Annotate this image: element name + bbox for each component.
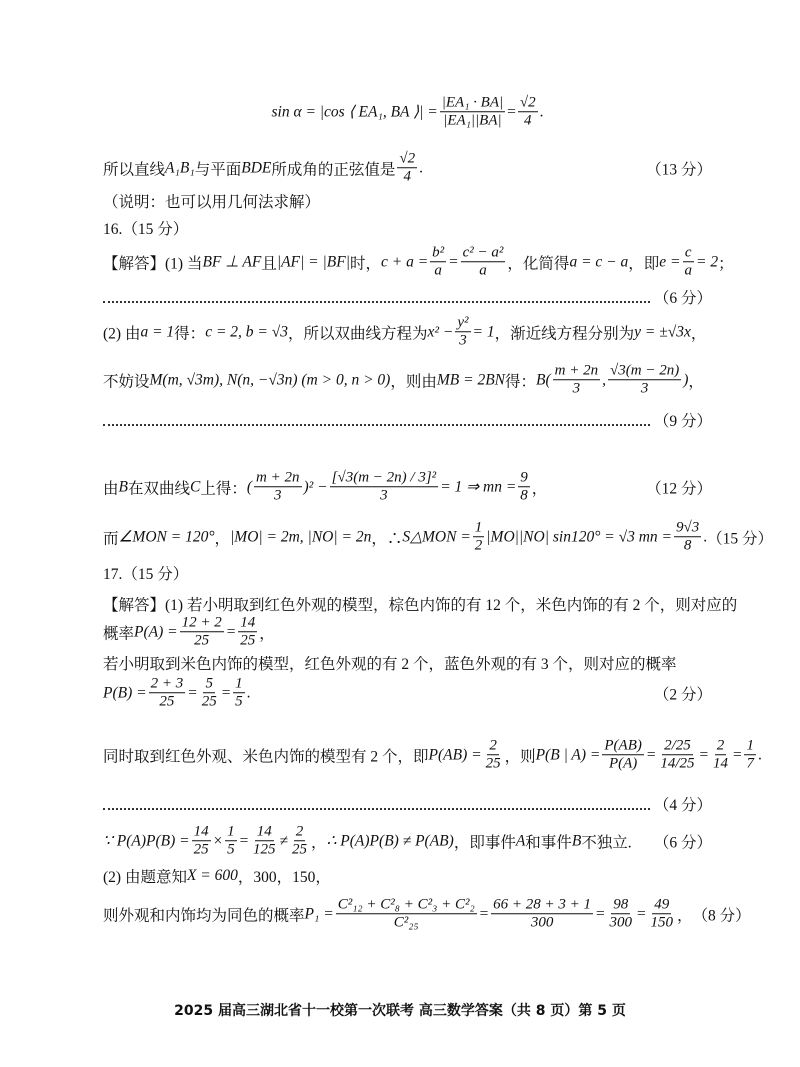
- fraction: [251, 823, 278, 859]
- fraction: [682, 244, 694, 280]
- text-segment: .: [539, 103, 544, 120]
- math-segment: ): [683, 371, 689, 388]
- math-segment: MB = 2BN: [436, 371, 506, 388]
- fraction: [518, 469, 530, 505]
- math-segment: P(AB) =: [428, 746, 482, 763]
- fraction-denominator: P(A): [608, 755, 638, 772]
- math-segment: P(B | A) =: [535, 746, 601, 763]
- text-segment: 和事件: [525, 834, 572, 851]
- text-segment: 所成角的正弦值是: [271, 161, 396, 178]
- fraction: [430, 244, 446, 280]
- fraction-numerator: 1: [744, 737, 756, 755]
- text-line: [103, 652, 712, 674]
- math-segment: P(B) =: [103, 684, 147, 701]
- text-segment: ，: [259, 625, 275, 642]
- score-label: （12 分）: [646, 480, 712, 497]
- fraction-numerator: 14: [255, 823, 274, 841]
- score-label: （9 分）: [653, 413, 712, 430]
- fraction-numerator: [√3(m − 2n) / 3]²: [330, 469, 439, 487]
- text-segment: 17.（15 分）: [103, 566, 189, 583]
- math-segment: =: [238, 832, 250, 849]
- math-segment: sin α = |cos ⟨ EA₁, BA ⟩| =: [271, 103, 438, 121]
- text-line: [103, 94, 712, 130]
- fraction: [608, 362, 681, 398]
- fraction: [225, 823, 237, 859]
- text-line: [103, 244, 734, 280]
- text-line: [103, 675, 712, 711]
- math-segment: S△MON =: [402, 528, 471, 546]
- text-segment: 时，: [349, 255, 381, 272]
- fraction-denominator: 2: [474, 537, 483, 554]
- math-segment: C: [190, 478, 201, 495]
- math-segment: A: [515, 832, 526, 849]
- fraction: [192, 823, 211, 859]
- math-segment: |AF| = |BF|: [276, 253, 350, 270]
- fraction: [290, 823, 309, 859]
- text-line: [103, 314, 712, 350]
- fraction-numerator: b²: [430, 244, 446, 262]
- score-label: （15 分）: [707, 530, 774, 547]
- text-segment: 所以直线: [103, 161, 166, 178]
- math-segment: c = 2, b = √3: [205, 323, 288, 340]
- text-line: [103, 793, 712, 815]
- text-segment: ，: [690, 325, 707, 342]
- fraction-numerator: m + 2n: [254, 469, 301, 487]
- text-segment: （说明：也可以用几何法求解）: [103, 194, 321, 211]
- fraction-denominator: 3: [380, 487, 388, 504]
- text-segment: (2) 由: [103, 325, 141, 342]
- fraction: [602, 737, 643, 773]
- fraction-denominator: 8: [520, 487, 528, 504]
- math-segment: =: [220, 684, 232, 701]
- fraction-numerator: √3(m − 2n): [608, 362, 681, 380]
- dotted-leader: [103, 301, 650, 303]
- fraction-denominator: 25: [292, 841, 308, 858]
- fraction-denominator: 14/25: [660, 755, 695, 772]
- fraction: [455, 314, 470, 350]
- dotted-leader: [103, 808, 650, 810]
- fraction-denominator: 3: [274, 487, 282, 504]
- fraction-denominator: 5: [235, 693, 243, 710]
- text-segment: 得：: [505, 373, 537, 390]
- text-segment: 不独立.: [581, 834, 632, 851]
- text-segment: ，: [214, 530, 231, 547]
- text-line: [103, 823, 712, 859]
- fraction-denominator: 25: [193, 841, 209, 858]
- text-line: [103, 865, 712, 887]
- score-label: （13 分）: [646, 161, 712, 178]
- text-segment: ，则: [504, 748, 536, 765]
- math-segment: a = 1: [140, 323, 175, 340]
- text-segment: .: [703, 528, 708, 545]
- math-segment: P(A) =: [134, 623, 178, 640]
- text-segment: 由: [103, 480, 119, 497]
- fraction: [330, 469, 439, 505]
- fraction: [491, 896, 593, 932]
- math-segment: ∵ P(A)P(B) =: [103, 832, 190, 850]
- fraction-numerator: |EA₁ · BA|: [440, 94, 505, 112]
- fraction-denominator: 14: [712, 755, 728, 772]
- fraction-denominator: 125: [253, 841, 276, 858]
- text-segment: ，则由: [390, 373, 437, 390]
- math-segment: ×: [212, 832, 224, 849]
- text-line: [103, 362, 712, 398]
- text-line: [103, 286, 712, 308]
- fraction: [238, 614, 257, 650]
- math-segment: B: [118, 478, 128, 495]
- text-segment: 【解答】(1) 当: [103, 255, 203, 272]
- math-segment: =: [225, 623, 237, 640]
- math-segment: P₁ =: [304, 905, 334, 922]
- fraction-denominator: 25: [159, 693, 175, 710]
- fraction-denominator: 150: [650, 914, 673, 931]
- fraction: [607, 896, 634, 932]
- math-segment: B: [571, 832, 582, 849]
- text-segment: 且: [261, 255, 277, 272]
- fraction-numerator: 1: [233, 675, 245, 693]
- fraction-denominator: 25: [485, 755, 501, 772]
- fraction-numerator: 14: [192, 823, 211, 841]
- math-segment: ,: [602, 371, 607, 388]
- fraction-numerator: 2/25: [662, 737, 693, 755]
- text-segment: (2) 由题意知: [103, 869, 187, 886]
- fraction-numerator: 14: [238, 614, 257, 632]
- fraction: [180, 614, 224, 650]
- score-label: （6 分）: [653, 834, 712, 851]
- fraction: [461, 244, 506, 280]
- fraction: [336, 896, 477, 932]
- text-segment: .: [757, 746, 762, 763]
- text-segment: 与平面: [194, 161, 242, 178]
- fraction: [711, 737, 730, 773]
- text-segment: 而: [103, 530, 119, 547]
- math-segment: =: [478, 905, 490, 922]
- math-segment: )² −: [303, 478, 328, 495]
- text-segment: ，所以双曲线方程为: [288, 325, 428, 342]
- math-segment: M(m, √3m), N(n, −√3n) (m > 0, n > 0): [149, 371, 391, 388]
- text-segment: ，即事件: [453, 834, 516, 851]
- fraction: [254, 469, 301, 505]
- math-segment: ∠MON = 120°: [118, 528, 215, 546]
- fraction-denominator: 3: [640, 380, 649, 397]
- score-label: （4 分）: [653, 797, 712, 814]
- text-segment: 同时取到红色外观、米色内饰的模型有 2 个，即: [103, 748, 429, 765]
- fraction-denominator: 300: [530, 914, 554, 931]
- text-line: [103, 614, 712, 650]
- math-segment: =: [187, 684, 198, 701]
- fraction-numerator: 2: [294, 823, 306, 841]
- fraction: [674, 519, 701, 555]
- fraction-numerator: P(AB): [602, 737, 643, 755]
- fraction-numerator: 5: [203, 675, 215, 693]
- math-segment: B(: [536, 371, 551, 388]
- text-segment: ，: [311, 834, 327, 851]
- fraction-numerator: 2 + 3: [149, 675, 186, 693]
- fraction: [648, 896, 675, 932]
- math-segment: x² −: [427, 323, 454, 340]
- math-segment: a = c − a: [569, 253, 629, 270]
- fraction: [233, 675, 245, 711]
- text-line: [103, 737, 762, 773]
- fraction: [484, 737, 503, 773]
- text-segment: ，: [676, 907, 693, 924]
- math-segment: A₁B₁: [165, 159, 195, 176]
- math-segment: |MO||NO| sin120° = √3 mn =: [486, 528, 673, 545]
- text-segment: ，: [531, 480, 548, 497]
- fraction-denominator: 3: [572, 380, 581, 397]
- fraction-denominator: C²₂₅: [393, 914, 419, 931]
- fraction-numerator: m + 2n: [553, 362, 600, 380]
- math-segment: BDE: [241, 159, 272, 176]
- math-segment: =: [448, 253, 459, 270]
- fraction-denominator: 3: [459, 332, 467, 349]
- text-segment: ；: [718, 255, 734, 272]
- fraction-numerator: √2: [518, 94, 538, 112]
- fraction-denominator: 300: [609, 914, 632, 931]
- text-line: [103, 217, 712, 239]
- score-label: （6 分）: [653, 290, 712, 307]
- fraction-numerator: 49: [652, 896, 671, 914]
- fraction-numerator: 66 + 28 + 3 + 1: [491, 896, 593, 914]
- math-segment: c + a =: [380, 253, 429, 270]
- math-segment: = 1 ⇒ mn =: [440, 478, 517, 496]
- text-segment: 若小明取到米色内饰的模型，红色外观的有 2 个，蓝色外观的有 3 个，则对应的概率: [103, 656, 677, 673]
- fraction-numerator: 1: [473, 519, 485, 537]
- math-segment: y = ±√3x: [634, 323, 691, 340]
- fraction-denominator: 25: [194, 632, 210, 649]
- score-label: （8 分）: [692, 907, 751, 924]
- fraction-numerator: c² − a²: [461, 244, 506, 262]
- text-segment: ，: [688, 373, 704, 390]
- fraction-numerator: y²: [455, 314, 470, 332]
- fraction-denominator: 7: [746, 755, 754, 772]
- fraction: [440, 94, 505, 130]
- text-segment: 上得：: [200, 480, 247, 497]
- fraction: [658, 737, 696, 773]
- fraction-denominator: 4: [403, 168, 412, 185]
- fraction-numerator: 9: [518, 469, 530, 487]
- fraction: [744, 737, 756, 773]
- math-segment: X = 600: [186, 867, 238, 884]
- fraction: [149, 675, 186, 711]
- text-line: [103, 150, 712, 186]
- fraction-numerator: 2: [715, 737, 727, 755]
- text-line: [103, 562, 712, 584]
- fraction-numerator: 2: [487, 737, 499, 755]
- page-footer: 2025 届高三湖北省十一校第一次联考 高三数学答案（共 8 页）第 5 页: [174, 1003, 626, 1019]
- text-segment: .: [246, 684, 251, 701]
- fraction: [200, 675, 219, 711]
- text-line: [103, 469, 712, 505]
- fraction-numerator: √2: [397, 150, 417, 168]
- text-segment: ，∴: [371, 530, 403, 547]
- text-segment: 在双曲线: [127, 480, 190, 497]
- fraction-denominator: 5: [227, 841, 235, 858]
- fraction: [553, 362, 600, 398]
- text-segment: 不妨设: [103, 373, 150, 390]
- text-line: [103, 409, 712, 431]
- math-segment: (: [246, 478, 253, 495]
- fraction-numerator: C²₁₂ + C²₈ + C²₃ + C²₂: [336, 896, 477, 914]
- text-segment: 【解答】(1) 若小明取到红色外观的模型，棕色内饰的有 12 个，米色内饰的有 2 个，则对应的: [103, 597, 738, 614]
- fraction-numerator: 1: [225, 823, 237, 841]
- score-label: （2 分）: [653, 686, 712, 703]
- dotted-leader: [103, 424, 650, 426]
- text-segment: 16.（15 分）: [103, 221, 189, 238]
- fraction-denominator: |EA₁||BA|: [443, 112, 502, 129]
- math-segment: = 1: [472, 323, 495, 340]
- fraction-denominator: 8: [683, 537, 692, 554]
- text-segment: ，300，150，: [237, 869, 331, 886]
- fraction: [397, 150, 417, 186]
- fraction: [518, 94, 538, 130]
- math-segment: =: [595, 905, 606, 922]
- math-segment: = 2: [695, 253, 719, 270]
- text-segment: ，渐近线方程分别为: [494, 325, 635, 342]
- text-line: [103, 896, 751, 932]
- math-segment: BF ⊥ AF: [202, 253, 262, 271]
- math-segment: ∴ P(A)P(B) ≠ P(AB): [326, 832, 454, 850]
- fraction-numerator: 12 + 2: [180, 614, 224, 632]
- math-segment: =: [635, 905, 647, 922]
- math-segment: ≠: [279, 832, 289, 849]
- math-segment: =: [731, 746, 743, 763]
- fraction-denominator: 25: [240, 632, 256, 649]
- math-segment: e =: [659, 253, 681, 270]
- fraction-denominator: a: [479, 262, 487, 279]
- math-segment: |MO| = 2m, |NO| = 2n: [230, 528, 372, 545]
- fraction: [473, 519, 485, 555]
- fraction-numerator: 98: [611, 896, 630, 914]
- text-segment: .: [419, 159, 424, 176]
- text-line: [103, 519, 774, 555]
- text-line: [103, 593, 738, 615]
- fraction-numerator: 9√3: [674, 519, 701, 537]
- fraction-numerator: c: [683, 244, 694, 262]
- text-segment: ，化简得: [507, 255, 570, 272]
- fraction-denominator: 25: [201, 693, 217, 710]
- fraction-denominator: a: [434, 262, 442, 279]
- math-segment: =: [698, 746, 709, 763]
- text-line: [103, 190, 712, 212]
- fraction-denominator: a: [684, 262, 692, 279]
- text-segment: ，即: [628, 255, 660, 272]
- text-segment: 则外观和内饰均为同色的概率: [103, 907, 305, 924]
- fraction-denominator: 4: [524, 112, 532, 129]
- text-segment: 得：: [174, 325, 206, 342]
- text-segment: 概率: [103, 625, 135, 642]
- math-segment: =: [645, 746, 657, 763]
- text-segment: =: [507, 103, 516, 120]
